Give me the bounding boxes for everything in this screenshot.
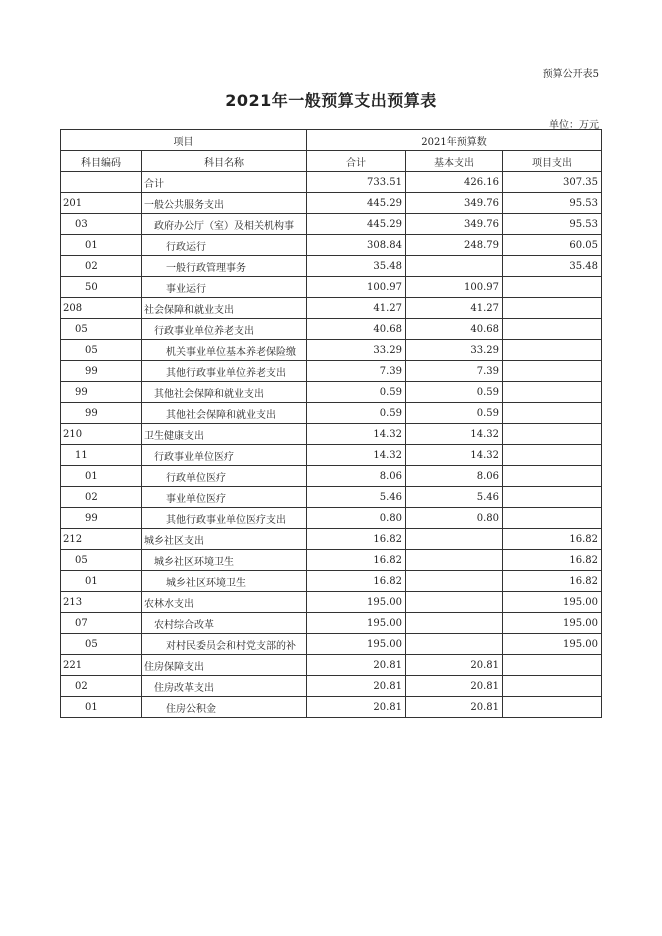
row-basic: 14.32: [406, 445, 503, 466]
row-total: 20.81: [307, 655, 406, 676]
row-name: 卫生健康支出: [142, 424, 307, 445]
table-row: [61, 382, 602, 403]
row-total: 14.32: [307, 424, 406, 445]
row-project: [503, 277, 602, 298]
row-total: 100.97: [307, 277, 406, 298]
row-basic: [406, 550, 503, 571]
row-code: 02: [61, 676, 142, 697]
row-code: 11: [61, 445, 142, 466]
row-code: 05: [61, 550, 142, 571]
row-total: 445.29: [307, 193, 406, 214]
table-row: [61, 592, 602, 613]
row-code: 02: [61, 487, 142, 508]
row-name: 行政单位医疗: [142, 466, 307, 487]
row-basic: 0.59: [406, 403, 503, 424]
row-code: 212: [61, 529, 142, 550]
row-name: 其他社会保障和就业支出: [142, 403, 307, 424]
row-name: 城乡社区支出: [142, 529, 307, 550]
row-basic: 7.39: [406, 361, 503, 382]
row-total: 5.46: [307, 487, 406, 508]
row-project: [503, 382, 602, 403]
row-name: 住房公积金: [142, 697, 307, 718]
row-basic: 14.32: [406, 424, 503, 445]
header-basic: 基本支出: [406, 151, 503, 172]
row-name: 事业运行: [142, 277, 307, 298]
row-basic: 248.79: [406, 235, 503, 256]
table-row: [61, 277, 602, 298]
row-name: 社会保障和就业支出: [142, 298, 307, 319]
row-code: [61, 172, 142, 193]
row-project: [503, 676, 602, 697]
row-basic: [406, 613, 503, 634]
row-name: 城乡社区环境卫生: [142, 571, 307, 592]
row-total: 0.59: [307, 403, 406, 424]
row-basic: 20.81: [406, 655, 503, 676]
row-project: 95.53: [503, 193, 602, 214]
table-row: [61, 676, 602, 697]
row-basic: 8.06: [406, 466, 503, 487]
table-row: [61, 613, 602, 634]
row-basic: 41.27: [406, 298, 503, 319]
row-basic: 0.80: [406, 508, 503, 529]
row-project: 307.35: [503, 172, 602, 193]
row-total: 195.00: [307, 613, 406, 634]
row-name: 对村民委员会和村党支部的补: [142, 634, 307, 655]
row-total: 7.39: [307, 361, 406, 382]
row-total: 0.59: [307, 382, 406, 403]
row-project: [503, 487, 602, 508]
row-name: 政府办公厅（室）及相关机构事: [142, 214, 307, 235]
row-code: 01: [61, 697, 142, 718]
row-name: 其他行政事业单位养老支出: [142, 361, 307, 382]
row-name: 行政事业单位养老支出: [142, 319, 307, 340]
row-name: 农村综合改革: [142, 613, 307, 634]
row-project: 95.53: [503, 214, 602, 235]
row-project: [503, 697, 602, 718]
row-project: [503, 466, 602, 487]
row-code: 01: [61, 571, 142, 592]
row-total: 20.81: [307, 697, 406, 718]
table-row: [61, 298, 602, 319]
table-row: [61, 634, 602, 655]
row-code: 01: [61, 235, 142, 256]
table-row: [61, 697, 602, 718]
row-basic: 40.68: [406, 319, 503, 340]
header-row-1: [61, 130, 602, 151]
row-code: 99: [61, 403, 142, 424]
row-project: 195.00: [503, 613, 602, 634]
row-name: 城乡社区环境卫生: [142, 550, 307, 571]
row-basic: 20.81: [406, 676, 503, 697]
row-total: 35.48: [307, 256, 406, 277]
table-row: [61, 235, 602, 256]
row-code: 05: [61, 340, 142, 361]
row-name: 行政事业单位医疗: [142, 445, 307, 466]
row-basic: 0.59: [406, 382, 503, 403]
row-basic: [406, 571, 503, 592]
table-row: [61, 550, 602, 571]
row-project: 195.00: [503, 592, 602, 613]
row-project: [503, 508, 602, 529]
table-row: [61, 319, 602, 340]
row-project: 195.00: [503, 634, 602, 655]
row-total: 41.27: [307, 298, 406, 319]
row-project: [503, 403, 602, 424]
header-name: 科目名称: [142, 151, 307, 172]
row-code: 02: [61, 256, 142, 277]
table-row: [61, 445, 602, 466]
table-row: [61, 361, 602, 382]
table-row: [61, 487, 602, 508]
row-basic: [406, 256, 503, 277]
table-row: [61, 655, 602, 676]
row-total: 0.80: [307, 508, 406, 529]
row-total: 8.06: [307, 466, 406, 487]
row-total: 20.81: [307, 676, 406, 697]
row-basic: 349.76: [406, 193, 503, 214]
row-code: 01: [61, 466, 142, 487]
table-row: [61, 529, 602, 550]
table-row: [61, 214, 602, 235]
row-name: 农林水支出: [142, 592, 307, 613]
table-row: [61, 466, 602, 487]
row-name: 行政运行: [142, 235, 307, 256]
row-basic: 33.29: [406, 340, 503, 361]
row-basic: 5.46: [406, 487, 503, 508]
row-code: 03: [61, 214, 142, 235]
row-name: 其他行政事业单位医疗支出: [142, 508, 307, 529]
unit-label: 单位：万元: [549, 120, 599, 131]
row-project: [503, 298, 602, 319]
row-project: [503, 319, 602, 340]
header-project: 项目支出: [503, 151, 602, 172]
row-project: 16.82: [503, 571, 602, 592]
table-body: [61, 172, 602, 718]
row-basic: [406, 634, 503, 655]
row-total: 14.32: [307, 445, 406, 466]
row-code: 99: [61, 361, 142, 382]
row-project: 60.05: [503, 235, 602, 256]
row-total: 16.82: [307, 550, 406, 571]
row-project: [503, 361, 602, 382]
row-code: 210: [61, 424, 142, 445]
header-code: 科目编码: [61, 151, 142, 172]
row-basic: 349.76: [406, 214, 503, 235]
table-row: [61, 172, 602, 193]
row-total: 308.84: [307, 235, 406, 256]
row-name: 其他社会保障和就业支出: [142, 382, 307, 403]
row-code: 208: [61, 298, 142, 319]
row-name: 合计: [142, 172, 307, 193]
row-basic: 100.97: [406, 277, 503, 298]
row-project: [503, 424, 602, 445]
row-total: 16.82: [307, 571, 406, 592]
budget-table: [60, 129, 602, 718]
table-row: [61, 193, 602, 214]
row-total: 16.82: [307, 529, 406, 550]
row-code: 213: [61, 592, 142, 613]
page-title: 2021年一般预算支出预算表: [225, 91, 437, 110]
row-total: 733.51: [307, 172, 406, 193]
row-total: 195.00: [307, 592, 406, 613]
row-code: 05: [61, 319, 142, 340]
row-project: 35.48: [503, 256, 602, 277]
header-row-2: [61, 151, 602, 172]
row-code: 99: [61, 508, 142, 529]
header-year-budget: 2021年预算数: [307, 130, 602, 151]
row-code: 07: [61, 613, 142, 634]
row-project: 16.82: [503, 550, 602, 571]
row-project: [503, 340, 602, 361]
page-tag: 预算公开表5: [542, 69, 599, 80]
row-project: 16.82: [503, 529, 602, 550]
row-name: 一般行政管理事务: [142, 256, 307, 277]
row-total: 195.00: [307, 634, 406, 655]
row-name: 事业单位医疗: [142, 487, 307, 508]
row-code: 201: [61, 193, 142, 214]
table-row: [61, 403, 602, 424]
row-code: 50: [61, 277, 142, 298]
row-code: 221: [61, 655, 142, 676]
row-code: 05: [61, 634, 142, 655]
header-item: 项目: [61, 130, 307, 151]
row-total: 445.29: [307, 214, 406, 235]
header-total: 合计: [307, 151, 406, 172]
row-basic: 426.16: [406, 172, 503, 193]
row-basic: 20.81: [406, 697, 503, 718]
table-row: [61, 508, 602, 529]
row-project: [503, 655, 602, 676]
row-name: 一般公共服务支出: [142, 193, 307, 214]
row-basic: [406, 529, 503, 550]
table-row: [61, 424, 602, 445]
row-name: 机关事业单位基本养老保险缴: [142, 340, 307, 361]
row-project: [503, 445, 602, 466]
table-row: [61, 571, 602, 592]
row-code: 99: [61, 382, 142, 403]
table-row: [61, 256, 602, 277]
row-name: 住房保障支出: [142, 655, 307, 676]
row-total: 40.68: [307, 319, 406, 340]
row-basic: [406, 592, 503, 613]
row-name: 住房改革支出: [142, 676, 307, 697]
table-row: [61, 340, 602, 361]
row-total: 33.29: [307, 340, 406, 361]
